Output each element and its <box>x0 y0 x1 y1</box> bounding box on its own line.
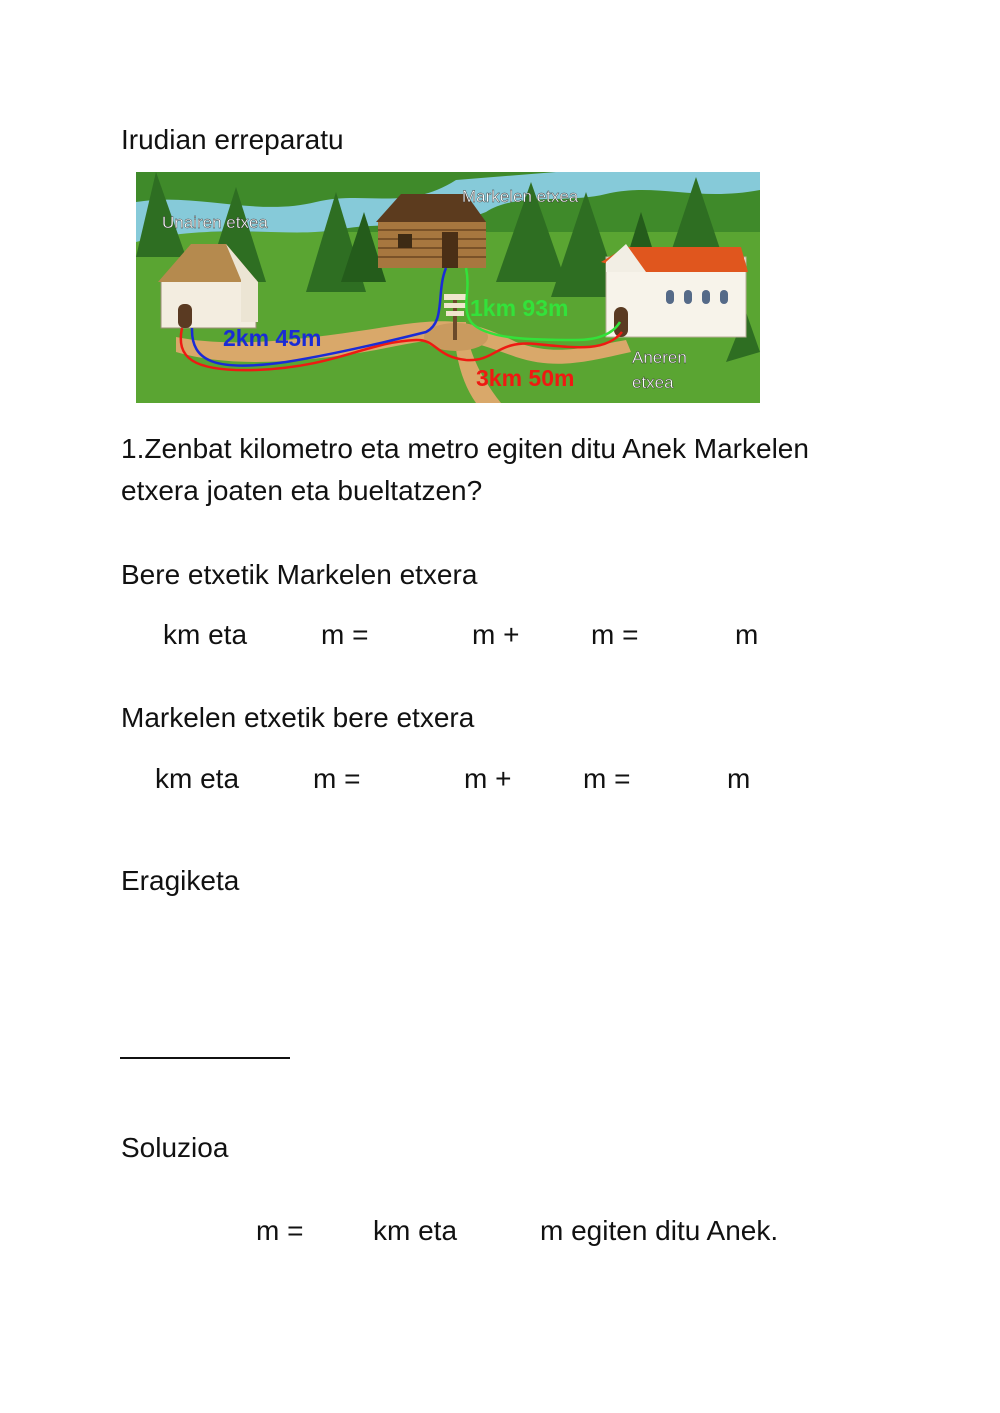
blue-route-label: 2km 45m <box>223 325 322 351</box>
question-line-2: etxera joaten eta bueltatzen? <box>121 475 483 506</box>
section2-title: Markelen etxetik bere etxera <box>121 702 475 733</box>
ane-house-label-line1: Aneren <box>632 348 687 367</box>
section1-part: m = <box>591 619 639 650</box>
operation-label: Eragiketa <box>121 865 240 896</box>
map-illustration <box>136 172 760 403</box>
answer-underline <box>120 1057 290 1059</box>
section2-part: m + <box>464 763 512 794</box>
page-heading: Irudian erreparatu <box>121 124 344 155</box>
section1-title: Bere etxetik Markelen etxera <box>121 559 478 590</box>
markel-house-label: Markelen etxea <box>462 187 579 206</box>
section1-part: km eta <box>163 619 248 650</box>
section1-part: m + <box>472 619 520 650</box>
ane-house-label-line2: etxea <box>632 373 674 392</box>
question-line-1: 1.Zenbat kilometro eta metro egiten ditu Anek Markelen <box>121 433 809 464</box>
section1-part: m = <box>321 619 369 650</box>
solution-part: m egiten ditu Anek. <box>540 1215 779 1246</box>
red-route-label: 3km 50m <box>476 365 575 391</box>
section2-part: m = <box>583 763 631 794</box>
green-route-label: 1km 93m <box>470 295 569 321</box>
section2-part: m = <box>313 763 361 794</box>
solution-part: km eta <box>373 1215 458 1246</box>
section1-part: m <box>735 619 759 650</box>
solution-label: Soluzioa <box>121 1132 229 1163</box>
solution-part: m = <box>256 1215 304 1246</box>
section2-part: km eta <box>155 763 240 794</box>
section2-part: m <box>727 763 751 794</box>
unaire-house-label: Unairen etxea <box>162 213 268 232</box>
